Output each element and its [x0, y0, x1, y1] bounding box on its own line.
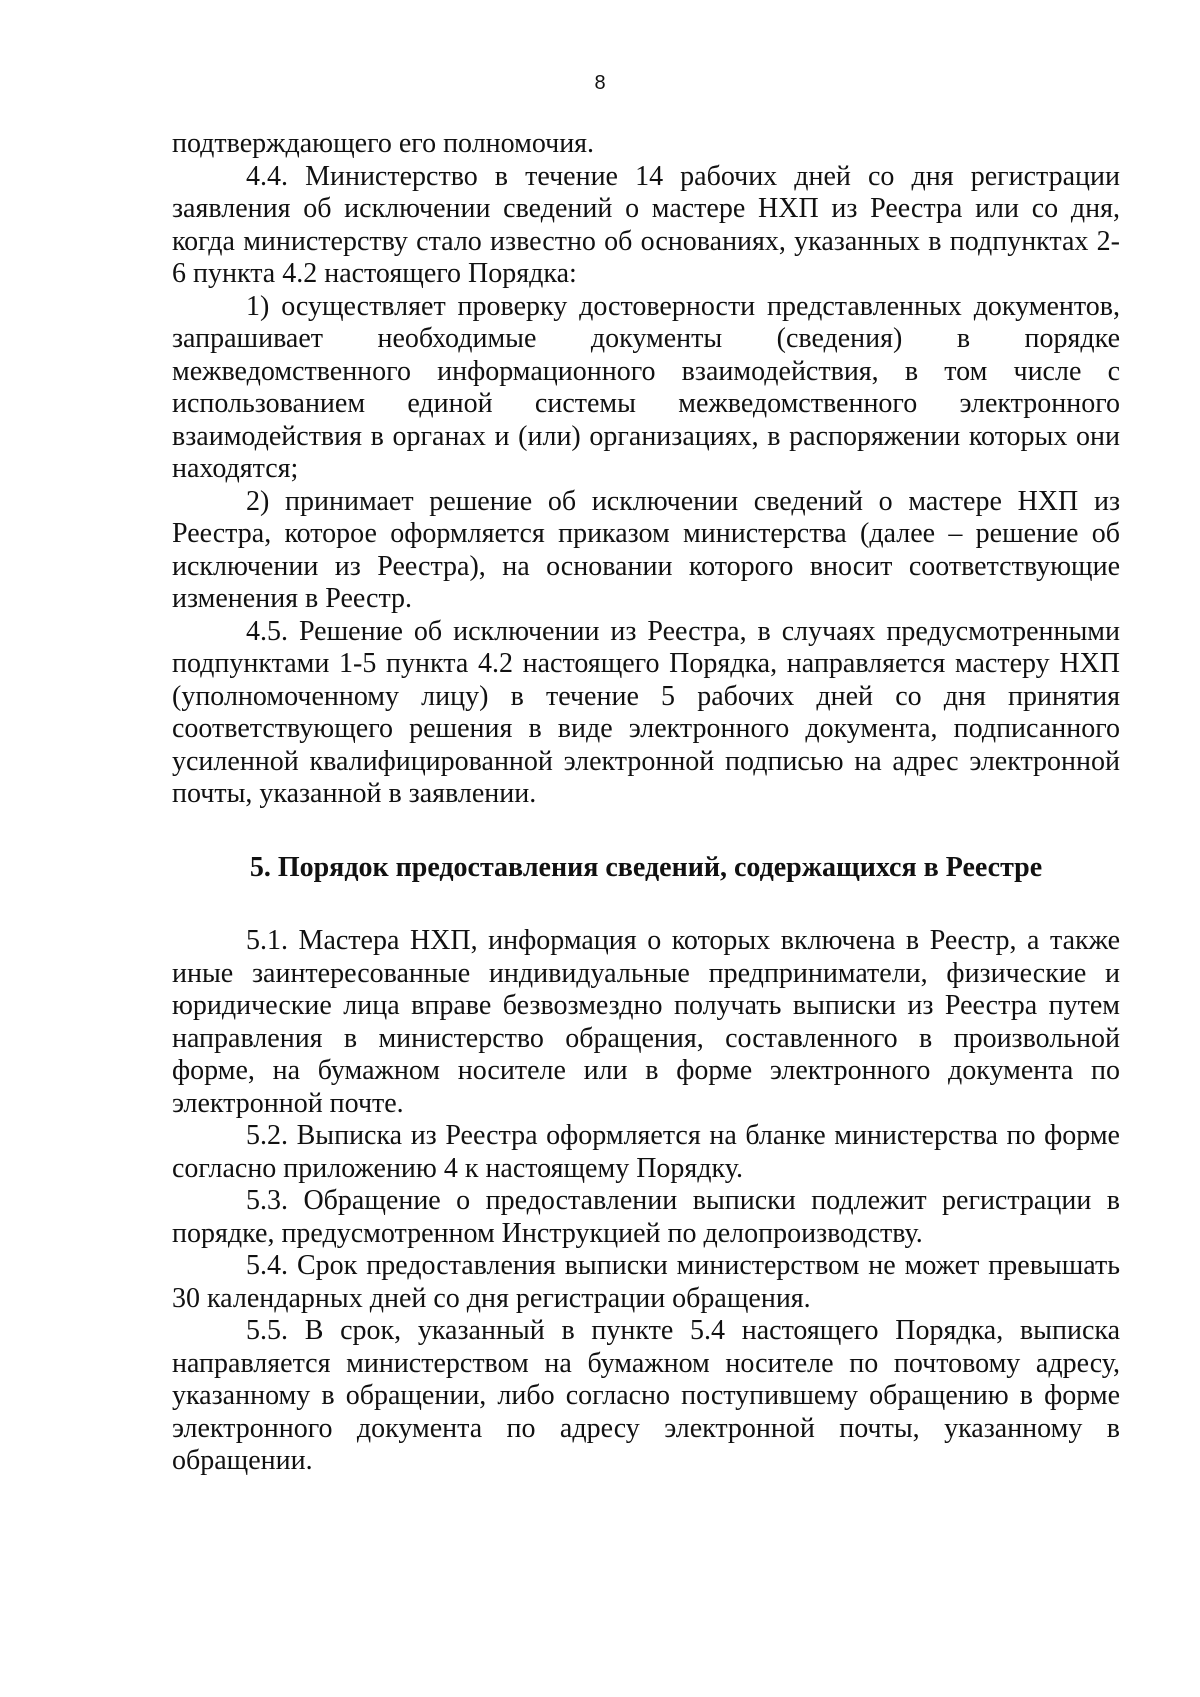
paragraph: подтверждающего его полномочия.: [172, 128, 595, 159]
document-body: [172, 128, 1120, 1478]
section-heading: 5. Порядок предоставления сведений, содержащихся в Реестре: [249, 851, 1043, 883]
page-number: 8: [594, 72, 606, 94]
paragraph-5-1: 5.1. Мастера НХП, информация о которых включена в Реестр, а также иные заинтересованные индивидуальные предприниматели, физические и юридические лица вправе безвозмездно получать выписки из Реестра путем направления в министерство обращения, составленного в произвольной форме, на бумажном носителе или в форме электронного документа по электронной почте.: [172, 925, 1120, 1119]
paragraph-5-3: 5.3. Обращение о предоставлении выписки подлежит регистрации в порядке, предусмотренном Инструкцией по делопроизводству.: [172, 1185, 1120, 1249]
paragraph-5-2: 5.2. Выписка из Реестра оформляется на бланке министерства по форме согласно приложению 4 к настоящему Порядку.: [172, 1120, 1120, 1184]
paragraph-4-5: 4.5. Решение об исключении из Реестра, в случаях предусмотренными подпунктами 1-5 пункта 4.2 настоящего Порядка, направляется мастеру НХП (уполномоченному лицу) в течение 5 рабочих дней со дня принятия соответствующего решения в виде электронного документа, подписанного усиленной квалифицированной электронной подписью на адрес электронной почты, указанной в заявлении.: [172, 615, 1120, 809]
paragraph-5-4: 5.4. Срок предоставления выписки министерством не может превышать 30 календарных дней со дня регистрации обращения.: [172, 1250, 1120, 1314]
paragraph-4-4: 4.4. Министерство в течение 14 рабочих дней со дня регистрации заявления об исключении сведений о мастере НХП из Реестра или со дня, когда министерству стало известно об основаниях, указанных в подпунктах 2-6 пункта 4.2 настоящего Порядка:: [172, 160, 1120, 289]
paragraph-4-4-1: 1) осуществляет проверку достоверности представленных документов, запрашивает необходимые документы (сведения) в порядке межведомственного информационного взаимодействия, в том числе с использованием единой системы межведомственного электронного взаимодействия в органах и (или) организациях, в распоряжении которых они находятся;: [172, 290, 1120, 484]
paragraph-4-4-2: 2) принимает решение об исключении сведений о мастере НХП из Реестра, которое оформляется приказом министерства (далее – решение об исключении из Реестра), на основании которого вносит соответствующие изменения в Реестр.: [172, 485, 1120, 614]
paragraph-5-5: 5.5. В срок, указанный в пункте 5.4 настоящего Порядка, выписка направляется министерством на бумажном носителе по почтовому адресу, указанному в обращении, либо согласно поступившему обращению в форме электронного документа по адресу электронной почты, указанному в обращении.: [172, 1315, 1120, 1476]
